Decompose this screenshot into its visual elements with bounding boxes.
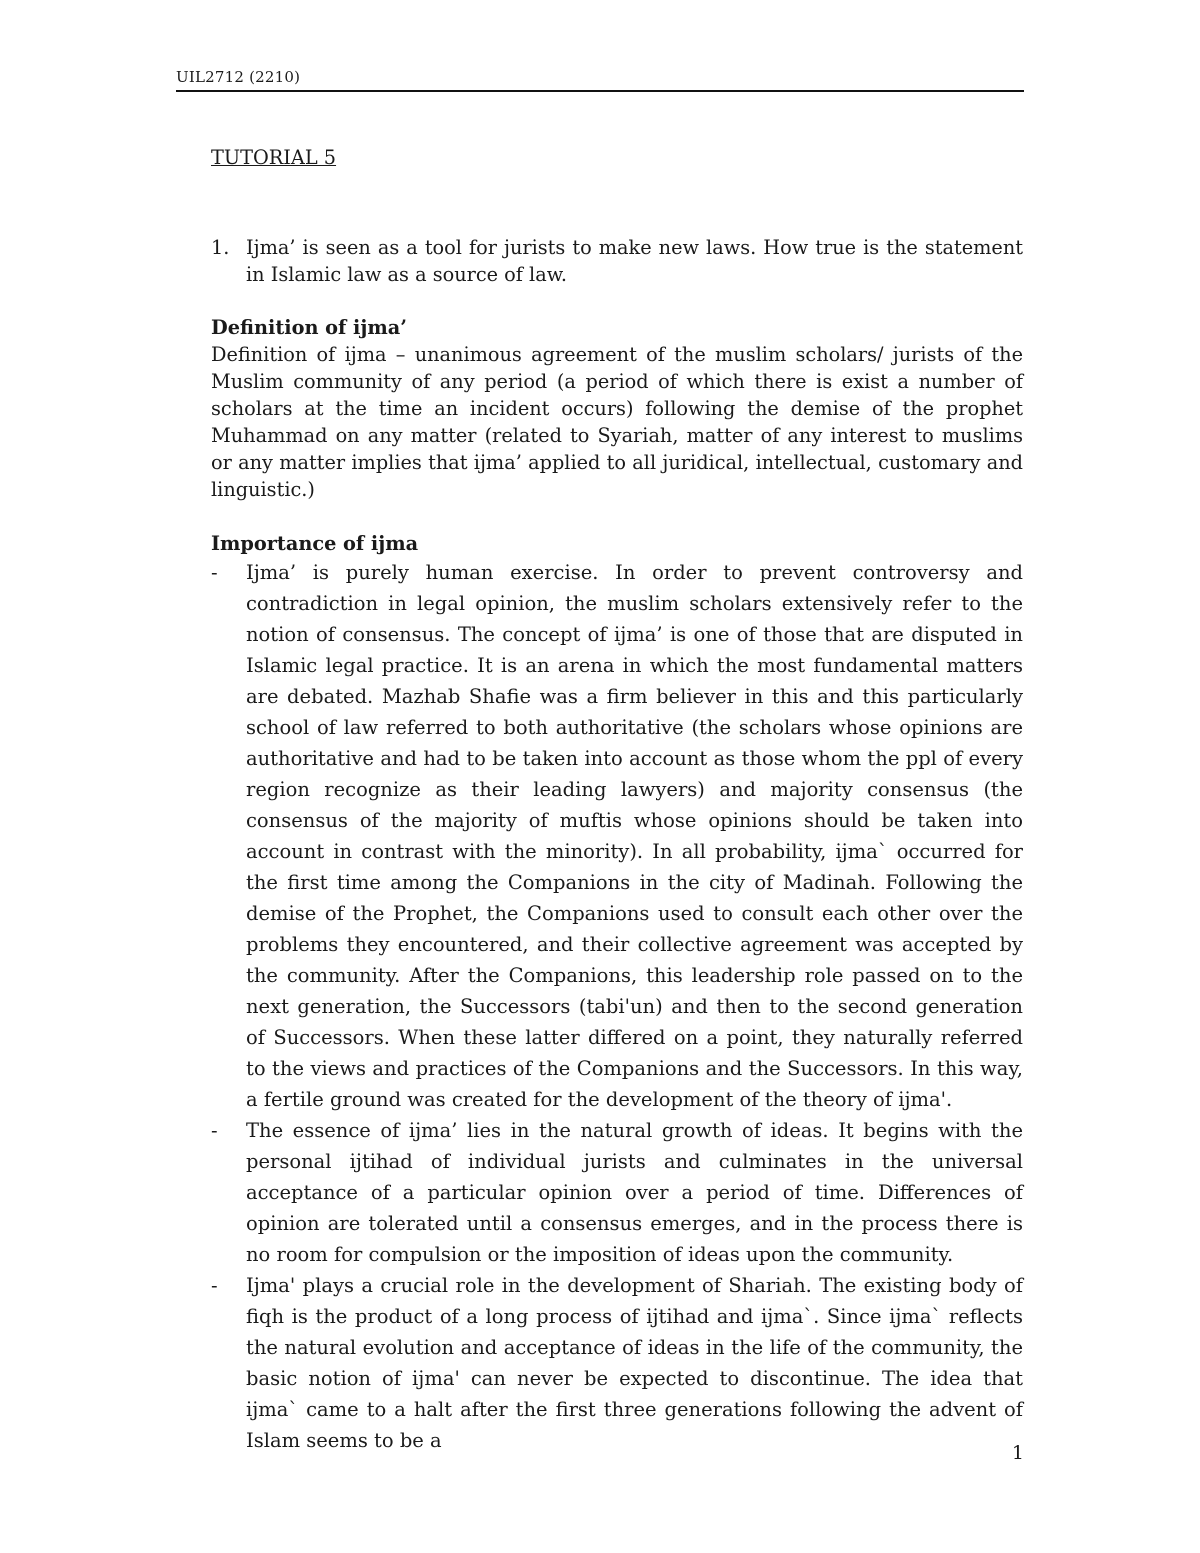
header-rule (176, 90, 1024, 92)
question-item (211, 234, 1023, 288)
list-item-text: Ijma' plays a crucial role in the development of Shariah. The existing body of fiqh is the product of a long process of ijtihad and ijma`. Since ijma` reflects the natural evolution and acceptance of ideas in the life of the community, the basic notion of ijma' can never be expected to discontinue. The idea that ijma` came to a halt after the first three generations following the advent of Islam seems to be a (246, 1274, 1023, 1452)
bullet-marker: - (211, 1119, 218, 1142)
list-item (211, 557, 1023, 1115)
course-code: UIL2712 (2210) (176, 68, 301, 86)
question-text: Ijma’ is seen as a tool for jurists to make new laws. How true is the statement in Islamic law as a source of law. (246, 236, 1023, 286)
bullet-marker: - (211, 561, 218, 584)
bullet-marker: - (211, 1274, 218, 1297)
list-item (211, 1270, 1023, 1456)
question-number: 1. (211, 236, 230, 259)
list-item (211, 1115, 1023, 1270)
list-item-text: Ijma’ is purely human exercise. In order to prevent controversy and contradiction in legal opinion, the muslim scholars extensively refer to the notion of consensus. The concept of ijma’ is one of those that are disputed in Islamic legal practice. It is an arena in which the most fundamental matters are debated. Mazhab Shafie was a firm believer in this and this particularly school of law referred to both authoritative (the scholars whose opinions are authoritative and had to be taken into account as those whom the ppl of every region recognize as their leading lawyers) and majority consensus (the consensus of the majority of muftis whose opinions should be taken into account in contrast with the minority). In all probability, ijma` occurred for the first time among the Companions in the city of Madinah. Following the demise of the Prophet, the Companions used to consult each other over the problems they encountered, and their collective agreement was accepted by the community. After the Companions, this leadership role passed on to the next generation, the Successors (tabi'un) and then to the second generation of Successors. When these latter differed on a point, they naturally referred to the views and practices of the Companions and the Successors. In this way, a fertile ground was created for the development of the theory of ijma'. (246, 561, 1023, 1111)
definition-heading: Definition of ijma’ (211, 316, 407, 339)
importance-heading: Importance of ijma (211, 532, 419, 555)
list-item-text: The essence of ijma’ lies in the natural growth of ideas. It begins with the personal ijtihad of individual jurists and culminates in the universal acceptance of a particular opinion over a period of time. Differences of opinion are tolerated until a consensus emerges, and in the process there is no room for compulsion or the imposition of ideas upon the community. (246, 1119, 1023, 1266)
page-title: TUTORIAL 5 (211, 146, 337, 169)
definition-text: Definition of ijma – unanimous agreement of the muslim scholars/ jurists of the Muslim community of any period (a period of which there is exist a number of scholars at the time an incident occurs) following the demise of the prophet Muhammad on any matter (related to Syariah, matter of any interest to muslims or any matter implies that ijma’ applied to all juridical, intellectual, customary and linguistic.) (211, 343, 1023, 501)
page-number: 1 (1011, 1442, 1024, 1464)
importance-list (211, 557, 1023, 1456)
document-body (211, 140, 1023, 1456)
